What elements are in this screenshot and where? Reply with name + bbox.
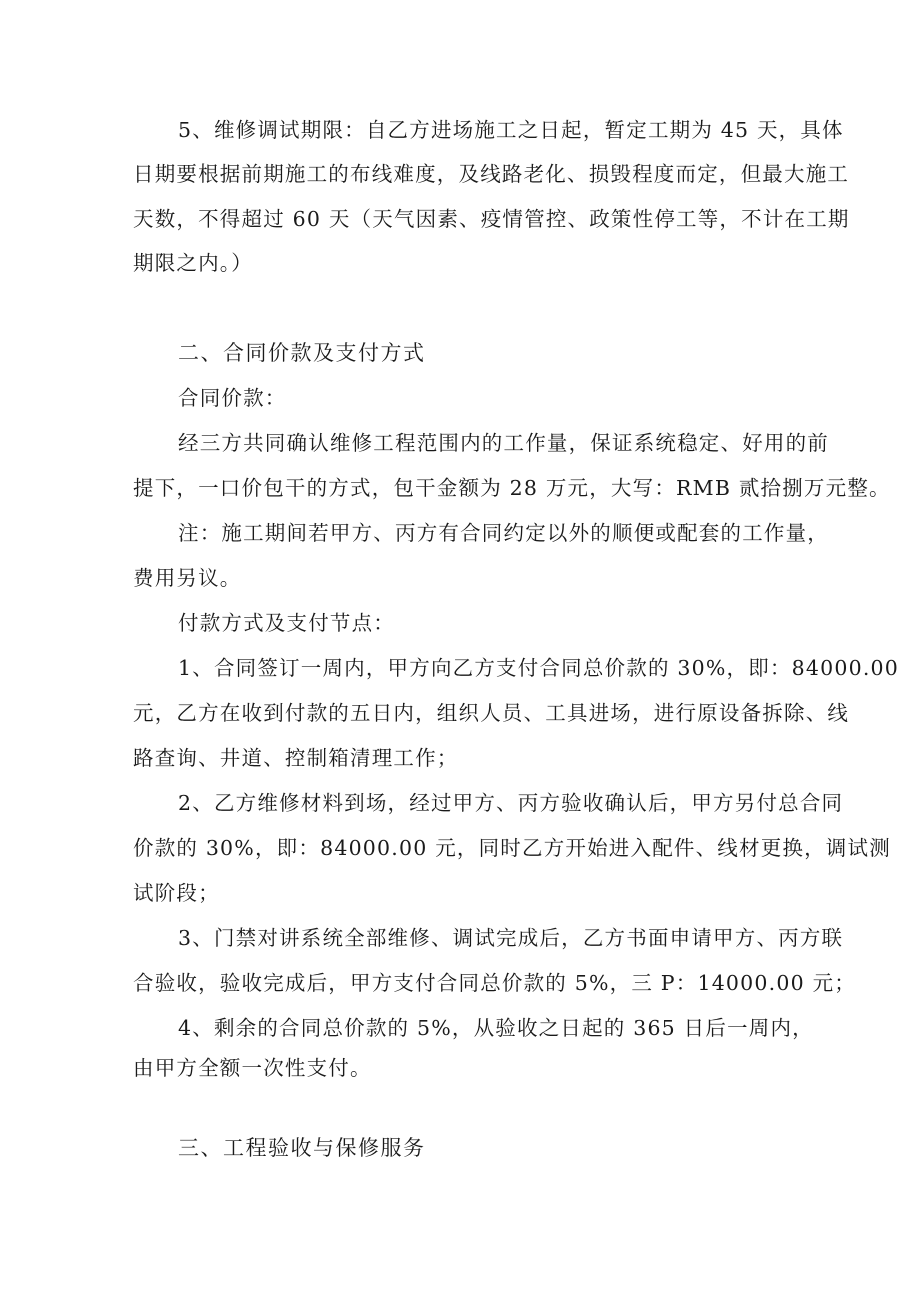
section5-line-4: 期限之内。） — [133, 251, 253, 275]
section2-heading: 二、合同价款及支付方式 — [178, 341, 426, 365]
price-line-1: 经三方共同确认维修工程范围内的工作量，保证系统稳定、好用的前 — [178, 431, 829, 455]
item1-line-3: 路查询、井道、控制箱清理工作； — [133, 746, 459, 770]
note-line-2: 费用另议。 — [133, 566, 242, 590]
payment-title: 付款方式及支付节点： — [178, 611, 395, 635]
item2-line-3: 试阶段； — [133, 881, 220, 905]
section5-line-2: 日期要根据前期施工的布线难度，及线路老化、损毁程度而定，但最大施工 — [133, 162, 850, 186]
price-title: 合同价款： — [178, 386, 287, 410]
item1-line-2: 元，乙方在收到付款的五日内，组织人员、工具进场，进行原设备拆除、线 — [133, 701, 850, 725]
item2-line-1: 2、乙方维修材料到场，经过甲方、丙方验收确认后，甲方另付总合同 — [178, 791, 844, 815]
item4-line-2: 由甲方全额一次性支付。 — [133, 1056, 372, 1080]
item3-line-2: 合验收，验收完成后，甲方支付合同总价款的 5%，三 P：14000.00 元； — [133, 971, 856, 995]
item1-line-1: 1、合同签订一周内，甲方向乙方支付合同总价款的 30%，即：84000.00 — [178, 656, 900, 680]
item3-line-1: 3、门禁对讲系统全部维修、调试完成后，乙方书面申请甲方、丙方联 — [178, 926, 844, 950]
section3-heading: 三、工程验收与保修服务 — [178, 1136, 426, 1160]
price-line-2: 提下，一口价包干的方式，包干金额为 28 万元，大写：RMB 贰拾捌万元整。 — [133, 476, 891, 500]
section5-line-1: 5、维修调试期限：自乙方进场施工之日起，暂定工期为 45 天，具体 — [178, 118, 844, 142]
note-line-1: 注：施工期间若甲方、丙方有合同约定以外的顺便或配套的工作量， — [178, 521, 829, 545]
item2-line-2: 价款的 30%，即：84000.00 元，同时乙方开始进入配件、线材更换，调试测 — [133, 836, 891, 860]
item4-line-1: 4、剩余的合同总价款的 5%，从验收之日起的 365 日后一周内， — [178, 1016, 814, 1040]
section5-line-3: 天数，不得超过 60 天（天气因素、疫情管控、政策性停工等，不计在工期 — [133, 207, 850, 231]
